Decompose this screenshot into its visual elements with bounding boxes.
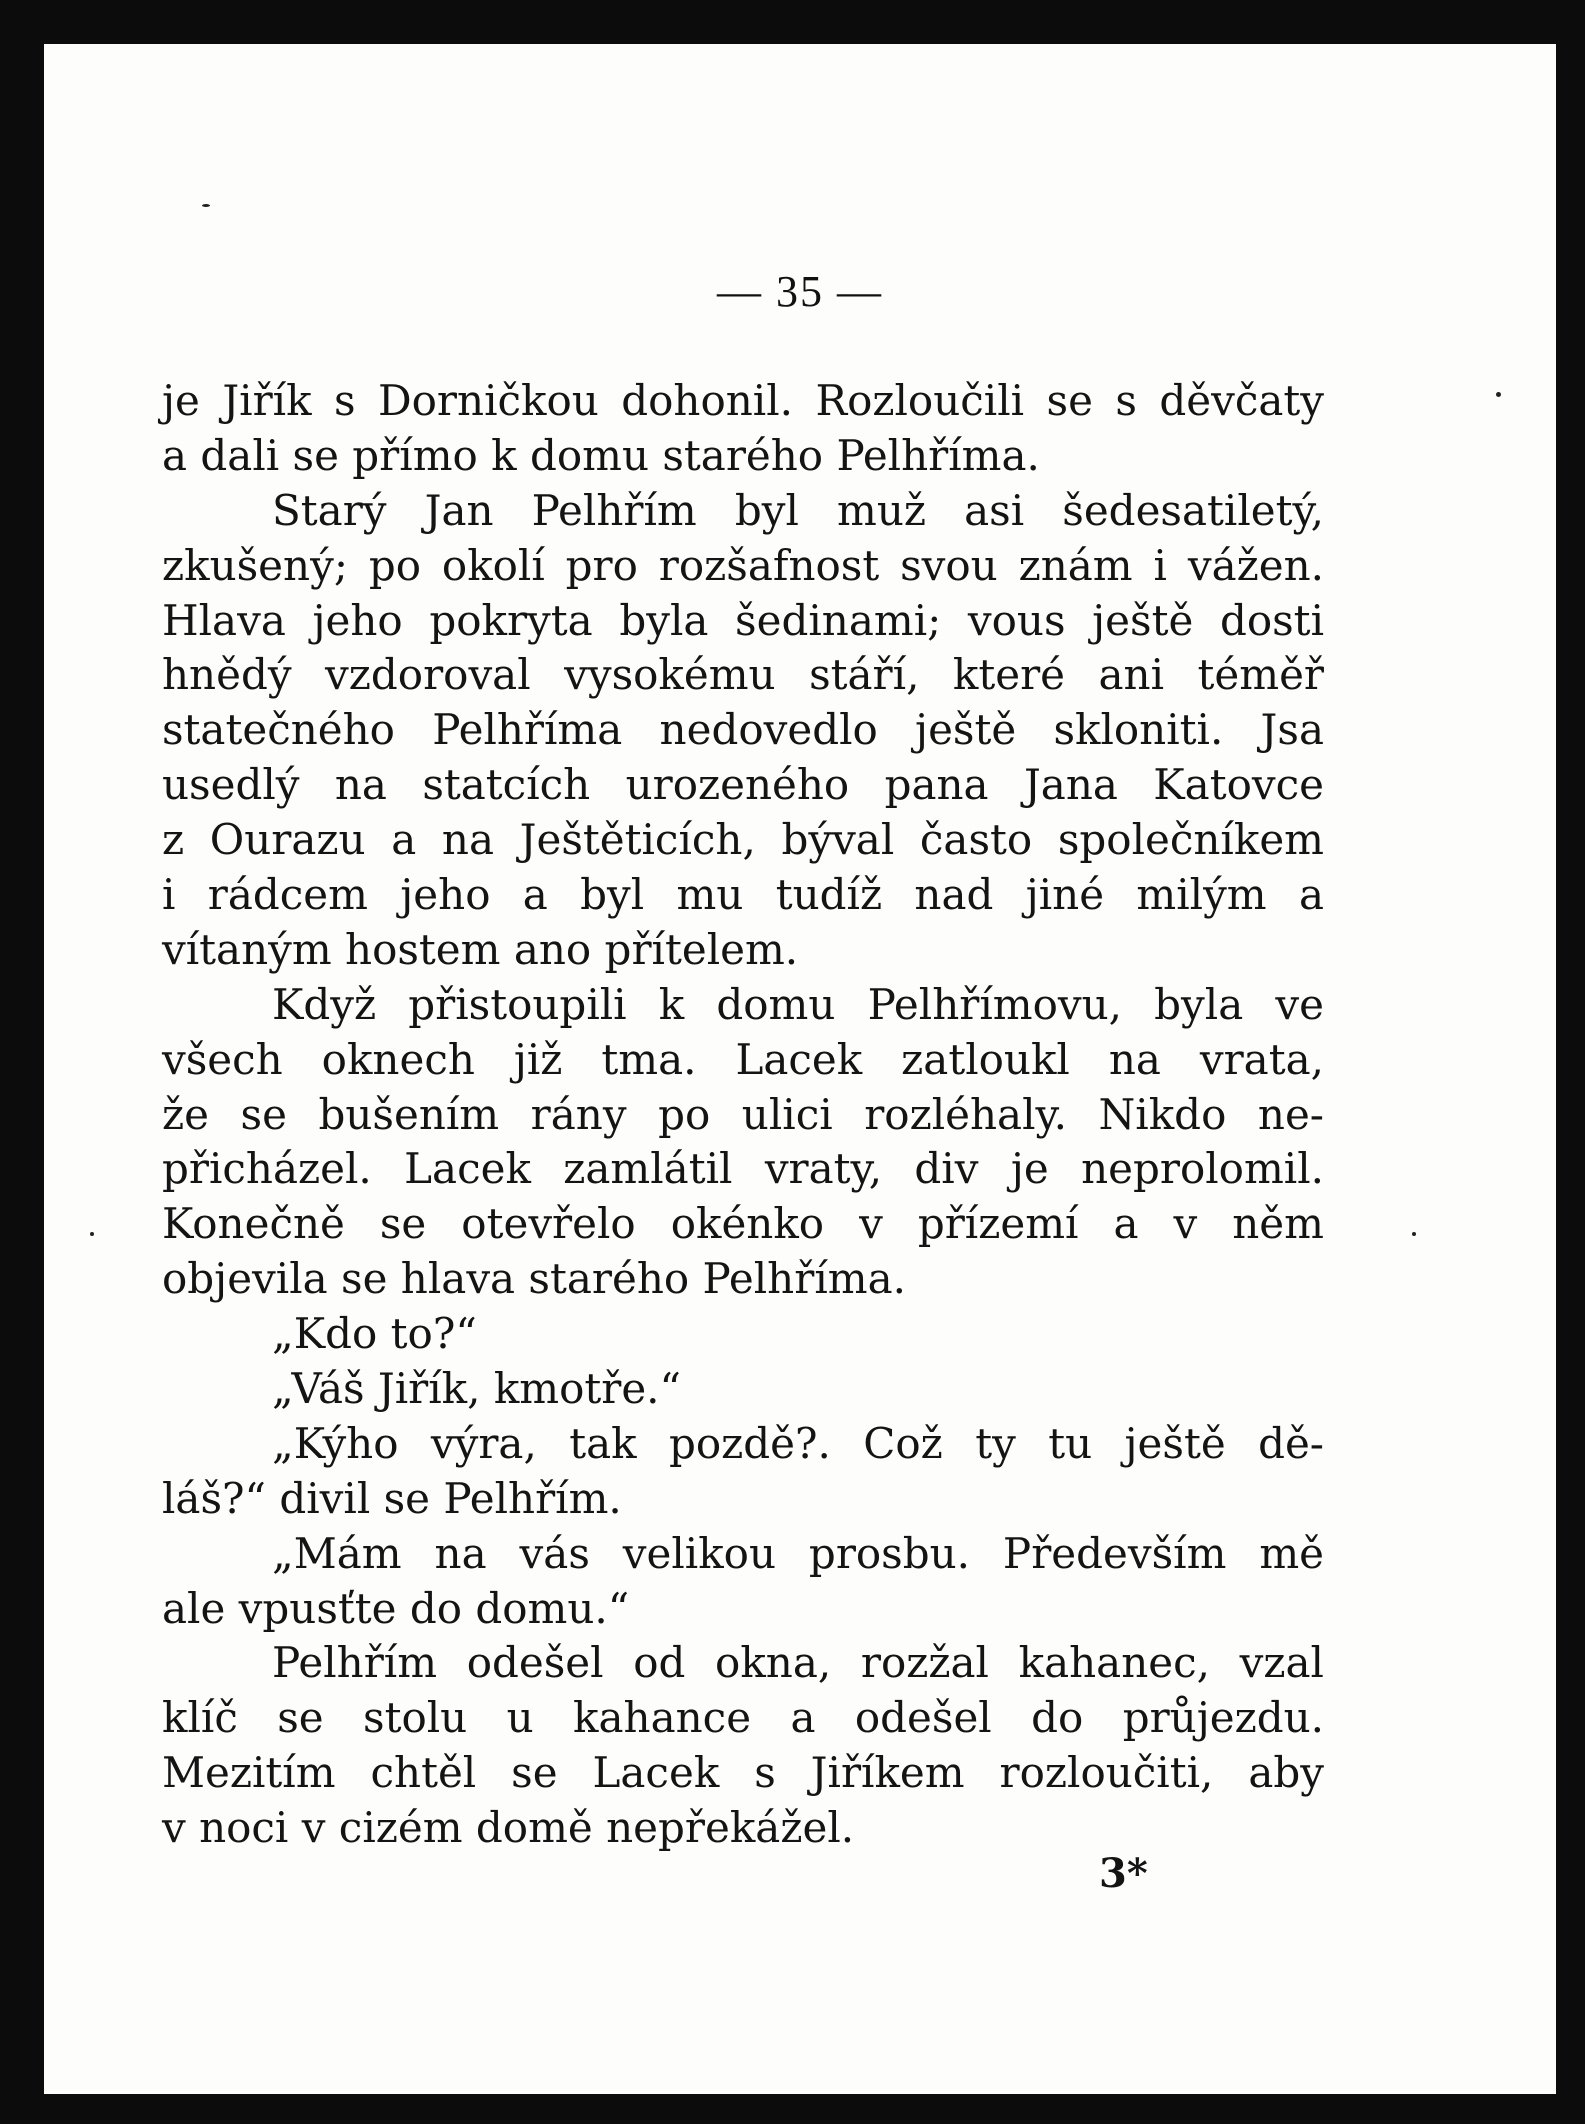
text-line: klíč se stolu u kahance a odešel do průjezdu. xyxy=(162,1693,1324,1743)
text-line: Hlava jeho pokryta byla šedinami; vous ještě dosti xyxy=(162,595,1324,645)
text-line: Mezitím chtěl se Lacek s Jiříkem rozloučiti, aby xyxy=(162,1748,1324,1798)
text-line: objevila se hlava starého Pelhříma. xyxy=(162,1254,906,1304)
text-line: je Jiřík s Dorničkou dohonil. Rozloučili se s děvčaty xyxy=(162,376,1324,425)
text-line: přicházel. Lacek zamlátil vraty, div je neprolomil. xyxy=(162,1144,1324,1194)
printer-signature: 3* xyxy=(1099,1850,1148,1897)
text-line: láš?“ divil se Pelhřím. xyxy=(162,1473,622,1523)
scan-speck xyxy=(1496,392,1501,397)
text-line: Starý Jan Pelhřím byl muž asi šedesatiletý, xyxy=(272,485,1324,535)
text-line: Pelhřím odešel od okna, rozžal kahanec, vzal xyxy=(272,1638,1324,1688)
scan-speck xyxy=(1412,1232,1416,1236)
text-line: „Váš Jiřík, kmotře.“ xyxy=(272,1364,682,1414)
text-line: v noci v cizém domě nepřekážel. xyxy=(162,1803,855,1853)
body-text xyxy=(162,374,1324,1856)
text-line: vítaným hostem ano přítelem. xyxy=(162,924,799,974)
text-line: Konečně se otevřelo okénko v přízemí a v něm xyxy=(162,1199,1324,1249)
text-line: hnědý vzdoroval vysokému stáří, které ani téměř xyxy=(162,650,1324,700)
scan-speck xyxy=(90,1232,94,1236)
text-line: „Kýho výra, tak pozdě?. Což ty tu ještě dě- xyxy=(272,1418,1324,1468)
scan-speck xyxy=(202,204,210,207)
text-line: „Kdo to?“ xyxy=(272,1309,477,1359)
text-line: Když přistoupili k domu Pelhřímovu, byla ve xyxy=(272,979,1324,1029)
text-line: z Ourazu a na Ještěticích, býval často společníkem xyxy=(162,815,1324,865)
text-line: statečného Pelhříma nedovedlo ještě skloniti. Jsa xyxy=(162,705,1324,755)
text-line: že se bušením rány po ulici rozléhaly. Nikdo ne- xyxy=(162,1089,1324,1139)
text-line: „Mám na vás velikou prosbu. Především mě xyxy=(272,1528,1324,1578)
text-line: usedlý na statcích urozeného pana Jana Katovce xyxy=(162,760,1324,810)
text-line: i rádcem jeho a byl mu tudíž nad jiné milým a xyxy=(162,870,1324,920)
text-line: zkušený; po okolí pro rozšafnost svou znám i vážen. xyxy=(162,540,1324,590)
text-line: všech oknech již tma. Lacek zatloukl na vrata, xyxy=(162,1034,1324,1084)
text-line: a dali se přímo k domu starého Pelhříma. xyxy=(162,430,1040,480)
text-line: ale vpusťte do domu.“ xyxy=(162,1583,630,1633)
page-number: — 35 — xyxy=(717,267,883,316)
book-page xyxy=(44,44,1556,2094)
